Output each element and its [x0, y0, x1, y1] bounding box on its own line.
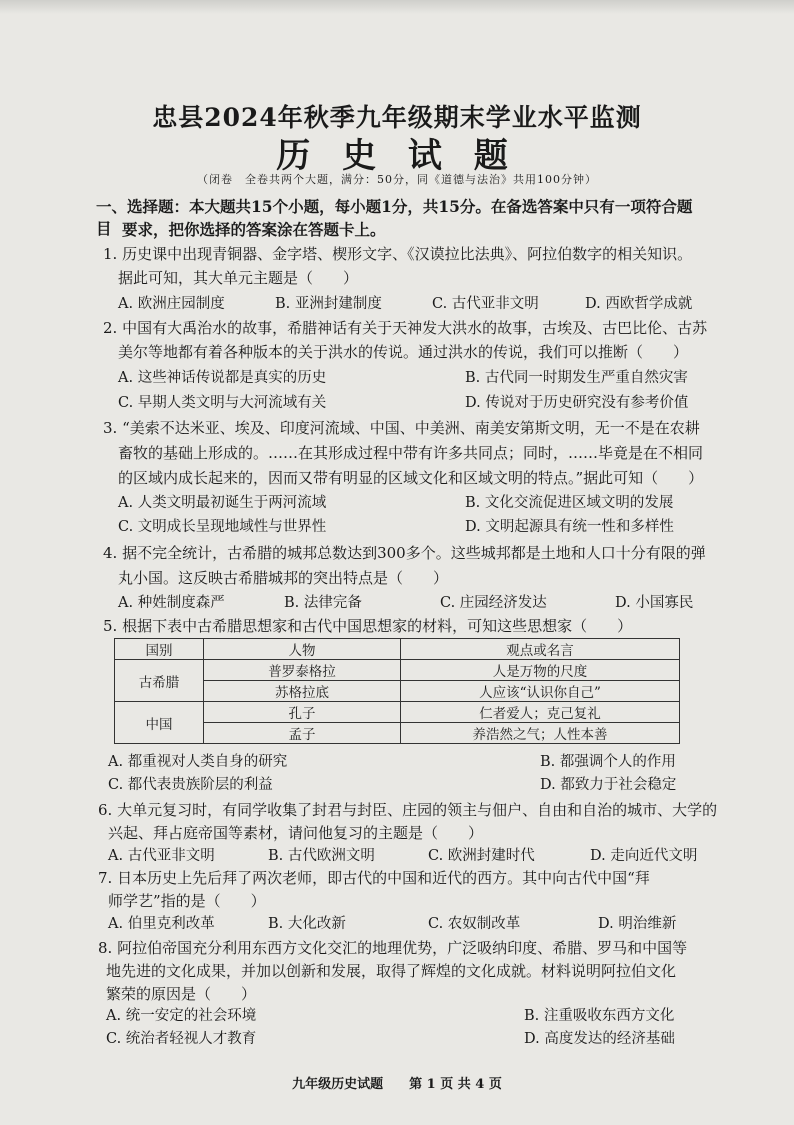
question-7-line2: 师学艺”指的是（ ）: [108, 892, 266, 910]
question-4-option-b[interactable]: B. 法律完备: [284, 595, 362, 611]
table-cell-person: 孔子: [204, 702, 401, 723]
question-6-option-c[interactable]: C. 欧洲封建时代: [428, 848, 535, 864]
question-8-option-a[interactable]: A. 统一安定的社会环境: [106, 1008, 257, 1024]
table-cell-country: 古希腊: [115, 660, 204, 702]
question-8-option-d[interactable]: D. 高度发达的经济基础: [524, 1031, 675, 1047]
question-7-option-c[interactable]: C. 农奴制改革: [428, 916, 521, 932]
question-6-line1: 6. 大单元复习时，有同学收集了封君与封臣、庄园的领主与佃户、自由和自治的城市、大学的: [98, 801, 718, 819]
question-2-option-b[interactable]: B. 古代同一时期发生严重自然灾害: [465, 370, 688, 386]
page-footer: 九年级历史试题 第 1 页 共 4 页: [292, 1077, 502, 1092]
question-1-option-d[interactable]: D. 西欧哲学成就: [585, 296, 693, 312]
exam-note: （闭卷 全卷共两个大题，满分：50分，同《道德与法治》共用100分钟）: [197, 173, 597, 186]
table-cell-quote: 仁者爱人；克己复礼: [401, 702, 680, 723]
table-header-cell: 国别: [115, 639, 204, 660]
question-1-option-a[interactable]: A. 欧洲庄园制度: [118, 296, 225, 312]
question-3-option-c[interactable]: C. 文明成长呈现地域性与世界性: [118, 519, 327, 535]
table-cell-quote: 养浩然之气；人性本善: [401, 723, 680, 744]
question-3-option-d[interactable]: D. 文明起源具有统一性和多样性: [465, 519, 674, 535]
thinkers-table: [114, 638, 680, 744]
question-4-option-d[interactable]: D. 小国寡民: [615, 595, 694, 611]
question-7-option-a[interactable]: A. 伯里克利改革: [108, 916, 215, 932]
table-cell-person: 普罗泰格拉: [204, 660, 401, 681]
question-4-option-a[interactable]: A. 种姓制度森严: [118, 595, 225, 611]
question-2-line2: 美尔等地都有着各种版本的关于洪水的传说。通过洪水的传说，我们可以推断（ ）: [118, 343, 689, 361]
section-instruction-line2: 要求，把你选择的答案涂在答题卡上。: [122, 220, 386, 239]
question-1-option-c[interactable]: C. 古代亚非文明: [432, 296, 539, 312]
question-4-line1: 4. 据不完全统计，古希腊的城邦总数达到300多个。这些城邦都是土地和人口十分有限的弹: [103, 544, 706, 562]
question-2-option-d[interactable]: D. 传说对于历史研究没有参考价值: [465, 395, 689, 411]
question-6-option-d[interactable]: D. 走向近代文明: [590, 848, 698, 864]
question-8-option-c[interactable]: C. 统治者轻视人才教育: [106, 1031, 257, 1047]
table-cell-country: 中国: [115, 702, 204, 744]
question-1-line2: 据此可知，其大单元主题是（ ）: [118, 269, 359, 287]
question-5-option-a[interactable]: A. 都重视对人类自身的研究: [108, 754, 288, 770]
question-4-line2: 丸小国。这反映古希腊城邦的突出特点是（ ）: [118, 569, 449, 587]
scan-top-edge: [0, 0, 794, 14]
question-8-option-b[interactable]: B. 注重吸收东西方文化: [524, 1008, 675, 1024]
question-8-line2: 地先进的文化成果，并加以创新和发展，取得了辉煌的文化成就。材料说明阿拉伯文化: [106, 962, 677, 980]
exam-subtitle: 历 史 试 题: [276, 136, 518, 176]
question-6-line2: 兴起、拜占庭帝国等素材，请问他复习的主题是（ ）: [108, 824, 484, 842]
table-cell-quote: 人是万物的尺度: [401, 660, 680, 681]
question-5-option-b[interactable]: B. 都强调个人的作用: [540, 754, 676, 770]
question-3-line3: 的区域内成长起来的，因而又带有明显的区域文化和区域文明的特点。”据此可知（ ）: [118, 469, 704, 487]
exam-title: 忠县2024年秋季九年级期末学业水平监测: [152, 103, 642, 132]
question-7-option-b[interactable]: B. 大化改新: [268, 916, 346, 932]
table-header-cell: 观点或名言: [401, 639, 680, 660]
table-cell-person: 孟子: [204, 723, 401, 744]
table-cell-quote: 人应该“认识你自己”: [401, 681, 680, 702]
table-header-row: [115, 639, 680, 660]
question-1-line1: 1. 历史课中出现青铜器、金字塔、楔形文字、《汉谟拉比法典》、阿拉伯数字的相关知识。: [103, 245, 693, 263]
question-3-option-b[interactable]: B. 文化交流促进区域文明的发展: [465, 495, 674, 511]
question-3-line1: 3. “美索不达米亚、埃及、印度河流域、中国、中美洲、南美安第斯文明，无一不是在农耕: [103, 419, 700, 437]
question-5-option-c[interactable]: C. 都代表贵族阶层的利益: [108, 777, 273, 793]
question-7-line1: 7. 日本历史上先后拜了两次老师，即古代的中国和近代的西方。其中向古代中国“拜: [98, 869, 650, 887]
question-8-line3: 繁荣的原因是（ ）: [106, 985, 257, 1003]
question-2-option-c[interactable]: C. 早期人类文明与大河流域有关: [118, 395, 327, 411]
question-8-line1: 8. 阿拉伯帝国充分利用东西方文化交汇的地理优势，广泛吸纳印度、希腊、罗马和中国等: [98, 939, 688, 957]
question-6-option-b[interactable]: B. 古代欧洲文明: [268, 848, 375, 864]
question-1-option-b[interactable]: B. 亚洲封建制度: [275, 296, 382, 312]
question-2-option-a[interactable]: A. 这些神话传说都是真实的历史: [118, 370, 327, 386]
table-cell-person: 苏格拉底: [204, 681, 401, 702]
question-7-option-d[interactable]: D. 明治维新: [598, 916, 677, 932]
question-3-option-a[interactable]: A. 人类文明最初诞生于两河流域: [118, 495, 327, 511]
question-4-option-c[interactable]: C. 庄园经济发达: [440, 595, 547, 611]
table-header-cell: 人物: [204, 639, 401, 660]
question-6-option-a[interactable]: A. 古代亚非文明: [108, 848, 215, 864]
question-3-line2: 畜牧的基础上形成的。……在其形成过程中带有许多共同点；同时，……毕竟是在不相同: [118, 444, 704, 462]
question-5-option-d[interactable]: D. 都致力于社会稳定: [540, 777, 677, 793]
question-2-line1: 2. 中国有大禹治水的故事，希腊神话有关于天神发大洪水的故事，古埃及、古巴比伦、古苏: [103, 319, 708, 337]
section-instruction-line1: 一、选择题：本大题共15个小题，每小题1分，共15分。在备选答案中只有一项符合题目: [96, 197, 693, 238]
table-row: [115, 702, 680, 723]
question-5-line1: 5. 根据下表中古希腊思想家和古代中国思想家的材料，可知这些思想家（ ）: [103, 617, 633, 635]
table-row: [115, 660, 680, 681]
